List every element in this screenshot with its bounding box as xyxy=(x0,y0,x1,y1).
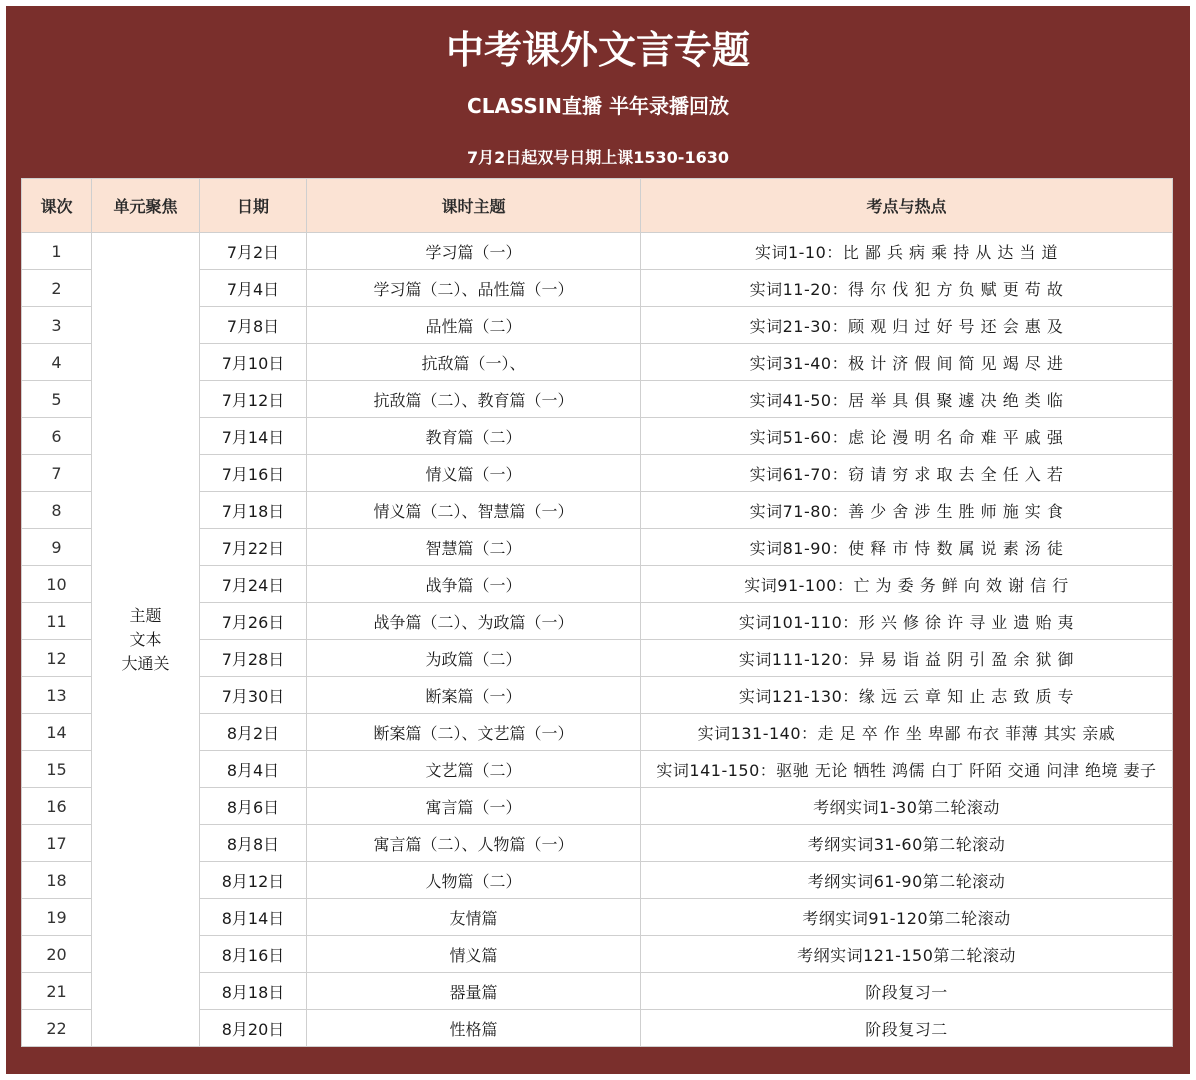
lesson-number: 2 xyxy=(22,270,92,307)
lesson-number: 15 xyxy=(22,751,92,788)
unit-focus-line: 文本 xyxy=(129,629,162,649)
column-header-topic: 课时主题 xyxy=(307,179,641,233)
lesson-points: 实词61-70：窃 请 穷 求 取 去 全 任 入 若 xyxy=(641,455,1173,492)
lesson-points: 实词141-150：驱驰 无论 牺牲 鸿儒 白丁 阡陌 交通 问津 绝境 妻子 xyxy=(641,751,1173,788)
lesson-number: 6 xyxy=(22,418,92,455)
lesson-date: 7月2日 xyxy=(200,233,307,270)
table-row xyxy=(22,233,1173,270)
lesson-topic: 人物篇（二） xyxy=(307,862,641,899)
lesson-topic: 抗敌篇（二）、教育篇（一） xyxy=(307,381,641,418)
lesson-date: 7月12日 xyxy=(200,381,307,418)
lesson-number: 13 xyxy=(22,677,92,714)
poster-frame xyxy=(6,6,1190,1074)
lesson-points: 实词71-80：善 少 舍 涉 生 胜 师 施 实 食 xyxy=(641,492,1173,529)
table-body xyxy=(22,233,1173,1047)
unit-focus-line: 主题 xyxy=(129,605,162,625)
lesson-number: 21 xyxy=(22,973,92,1010)
column-header-points: 考点与热点 xyxy=(641,179,1173,233)
lesson-topic: 寓言篇（二）、人物篇（一） xyxy=(307,825,641,862)
column-header-unit: 单元聚焦 xyxy=(92,179,200,233)
schedule-note: 7月2日起双号日期上课1530-1630 xyxy=(467,148,729,167)
course-table-wrap xyxy=(21,178,1172,1047)
column-header-date: 日期 xyxy=(200,179,307,233)
lesson-topic: 为政篇（二） xyxy=(307,640,641,677)
lesson-points: 实词31-40：极 计 济 假 间 简 见 竭 尽 进 xyxy=(641,344,1173,381)
lesson-points: 阶段复习二 xyxy=(641,1010,1173,1047)
lesson-number: 22 xyxy=(22,1010,92,1047)
lesson-date: 8月20日 xyxy=(200,1010,307,1047)
lesson-points: 考纲实词31-60第二轮滚动 xyxy=(641,825,1173,862)
lesson-topic: 断案篇（一） xyxy=(307,677,641,714)
unit-focus-cell xyxy=(92,233,200,1047)
column-header-lesson: 课次 xyxy=(22,179,92,233)
lesson-number: 5 xyxy=(22,381,92,418)
lesson-points: 实词111-120：异 易 诣 益 阴 引 盈 余 狱 御 xyxy=(641,640,1173,677)
lesson-topic: 战争篇（一） xyxy=(307,566,641,603)
lesson-points: 实词21-30：顾 观 归 过 好 号 还 会 惠 及 xyxy=(641,307,1173,344)
lesson-topic: 情义篇 xyxy=(307,936,641,973)
lesson-topic: 断案篇（二）、文艺篇（一） xyxy=(307,714,641,751)
lesson-number: 17 xyxy=(22,825,92,862)
lesson-topic: 器量篇 xyxy=(307,973,641,1010)
lesson-number: 12 xyxy=(22,640,92,677)
lesson-date: 7月30日 xyxy=(200,677,307,714)
lesson-date: 7月28日 xyxy=(200,640,307,677)
lesson-number: 10 xyxy=(22,566,92,603)
lesson-date: 8月4日 xyxy=(200,751,307,788)
lesson-topic: 品性篇（二） xyxy=(307,307,641,344)
lesson-points: 实词81-90：使 释 市 恃 数 属 说 素 汤 徒 xyxy=(641,529,1173,566)
lesson-number: 3 xyxy=(22,307,92,344)
lesson-date: 8月18日 xyxy=(200,973,307,1010)
lesson-points: 实词1-10：比 鄙 兵 病 乘 持 从 达 当 道 xyxy=(641,233,1173,270)
lesson-topic: 性格篇 xyxy=(307,1010,641,1047)
unit-focus-line: 大通关 xyxy=(121,653,170,673)
lesson-topic: 文艺篇（二） xyxy=(307,751,641,788)
lesson-number: 19 xyxy=(22,899,92,936)
lesson-topic: 抗敌篇（一）、 xyxy=(307,344,641,381)
lesson-topic: 智慧篇（二） xyxy=(307,529,641,566)
lesson-topic: 战争篇（二）、为政篇（一） xyxy=(307,603,641,640)
lesson-points: 阶段复习一 xyxy=(641,973,1173,1010)
lesson-date: 8月8日 xyxy=(200,825,307,862)
lesson-number: 20 xyxy=(22,936,92,973)
lesson-date: 7月22日 xyxy=(200,529,307,566)
lesson-number: 8 xyxy=(22,492,92,529)
lesson-date: 7月16日 xyxy=(200,455,307,492)
lesson-points: 考纲实词1-30第二轮滚动 xyxy=(641,788,1173,825)
lesson-date: 7月26日 xyxy=(200,603,307,640)
lesson-date: 8月2日 xyxy=(200,714,307,751)
lesson-number: 11 xyxy=(22,603,92,640)
lesson-points: 考纲实词61-90第二轮滚动 xyxy=(641,862,1173,899)
lesson-points: 实词131-140：走 足 卒 作 坐 卑鄙 布衣 菲薄 其实 亲戚 xyxy=(641,714,1173,751)
course-table xyxy=(21,178,1173,1047)
lesson-points: 考纲实词91-120第二轮滚动 xyxy=(641,899,1173,936)
lesson-points: 实词41-50：居 举 具 俱 聚 遽 决 绝 类 临 xyxy=(641,381,1173,418)
lesson-topic: 情义篇（一） xyxy=(307,455,641,492)
lesson-date: 7月8日 xyxy=(200,307,307,344)
lesson-points: 实词11-20：得 尔 伐 犯 方 负 赋 更 苟 故 xyxy=(641,270,1173,307)
lesson-number: 9 xyxy=(22,529,92,566)
lesson-number: 7 xyxy=(22,455,92,492)
lesson-points: 实词91-100：亡 为 委 务 鲜 向 效 谢 信 行 xyxy=(641,566,1173,603)
lesson-date: 7月14日 xyxy=(200,418,307,455)
lesson-number: 16 xyxy=(22,788,92,825)
lesson-points: 考纲实词121-150第二轮滚动 xyxy=(641,936,1173,973)
lesson-date: 8月6日 xyxy=(200,788,307,825)
lesson-date: 8月14日 xyxy=(200,899,307,936)
lesson-date: 7月18日 xyxy=(200,492,307,529)
lesson-number: 18 xyxy=(22,862,92,899)
lesson-date: 8月12日 xyxy=(200,862,307,899)
lesson-topic: 学习篇（一） xyxy=(307,233,641,270)
lesson-number: 14 xyxy=(22,714,92,751)
lesson-topic: 友情篇 xyxy=(307,899,641,936)
lesson-topic: 寓言篇（一） xyxy=(307,788,641,825)
lesson-date: 8月16日 xyxy=(200,936,307,973)
page-title: 中考课外文言专题 xyxy=(445,28,750,72)
lesson-points: 实词121-130：缘 远 云 章 知 止 志 致 质 专 xyxy=(641,677,1173,714)
lesson-date: 7月24日 xyxy=(200,566,307,603)
lesson-number: 1 xyxy=(22,233,92,270)
lesson-topic: 学习篇（二）、品性篇（一） xyxy=(307,270,641,307)
lesson-points: 实词101-110：形 兴 修 徐 许 寻 业 遗 贻 夷 xyxy=(641,603,1173,640)
lesson-number: 4 xyxy=(22,344,92,381)
table-header-row xyxy=(22,179,1173,233)
lesson-points: 实词51-60：虑 论 漫 明 名 命 难 平 戚 强 xyxy=(641,418,1173,455)
lesson-date: 7月10日 xyxy=(200,344,307,381)
page-subtitle: CLASSIN直播 半年录播回放 xyxy=(467,94,729,118)
lesson-topic: 教育篇（二） xyxy=(307,418,641,455)
lesson-topic: 情义篇（二）、智慧篇（一） xyxy=(307,492,641,529)
lesson-date: 7月4日 xyxy=(200,270,307,307)
